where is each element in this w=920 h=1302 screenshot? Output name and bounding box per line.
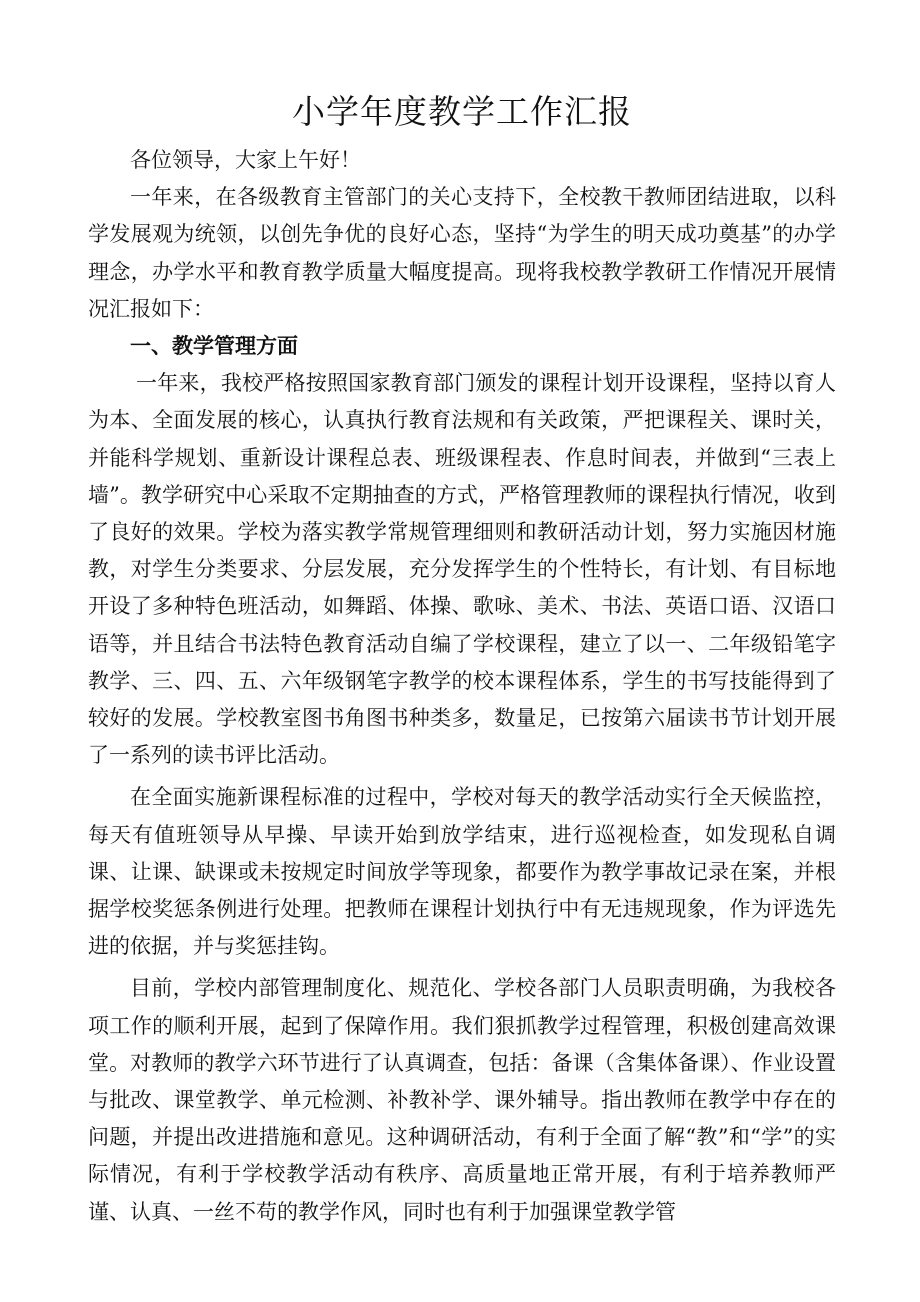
section1-paragraph-3: 目前，学校内部管理制度化、规范化、学校各部门人员职责明确，为我校各项工作的顺利开展，起到了保障作用。我们狠抓教学过程管理，积极创建高效课堂。对教师的教学六环节进行了认真调查，包括：备课（含集体备课）、作业设置与批改、课堂教学、单元检测、补教补学、课外辅导。指出教师在教学中存在的问题，并提出改进措施和意见。这种调研活动，有利于全面了解“教”和“学”的实际情况，有利于学校教学活动有秩序、高质量地正常开展，有利于培养教师严谨、认真、一丝不苟的教学作风，同时也有利于加强课堂教学管 — [88, 976, 836, 1224]
section-heading-teaching-management: 一、教学管理方面 — [130, 334, 298, 359]
intro-paragraph: 一年来，在各级教育主管部门的关心支持下，全校教干教师团结进取，以科学发展观为统领，以创先争优的良好心态，坚持“为学生的明天成功奠基”的办学理念，办学水平和教育教学质量大幅度提高。现将我校教学教研工作情况开展情况汇报如下： — [88, 185, 836, 321]
section1-paragraph-2: 在全面实施新课程标准的过程中，学校对每天的教学活动实行全天候监控，每天有值班领导从早操、早读开始到放学结束，进行巡视检查，如发现私自调课、让课、缺课或未按规定时间放学等现象，都要作为教学事故记录在案，并根据学校奖惩条例进行处理。把教师在课程计划执行中有无违规现象，作为评选先进的依据，并与奖惩挂钩。 — [88, 785, 836, 959]
section1-paragraph-1: 一年来，我校严格按照国家教育部门颁发的课程计划开设课程，坚持以育人为本、全面发展的核心，认真执行教育法规和有关政策，严把课程关、课时关，并能科学规划、重新设计课程总表、班级课程表、作息时间表，并做到“三表上墙”。教学研究中心采取不定期抽查的方式，严格管理教师的课程执行情况，收到了良好的效果。学校为落实教学常规管理细则和教研活动计划，努力实施因材施教，对学生分类要求、分层发展，充分发挥学生的个性特长，有计划、有目标地开设了多种特色班活动，如舞蹈、体操、歌咏、美术、书法、英语口语、汉语口语等，并且结合书法特色教育活动自编了学校课程，建立了以一、二年级铅笔字教学、三、四、五、六年级钢笔字教学的校本课程体系，学生的书写技能得到了较好的发展。学校教室图书角图书种类多，数量足，已按第六届读书节计划开展了一系列的读书评比活动。 — [88, 371, 836, 768]
greeting-paragraph: 各位领导，大家上午好！ — [130, 148, 361, 172]
document-title: 小学年度教学工作汇报 — [292, 92, 632, 131]
document-page — [88, 88, 836, 1231]
